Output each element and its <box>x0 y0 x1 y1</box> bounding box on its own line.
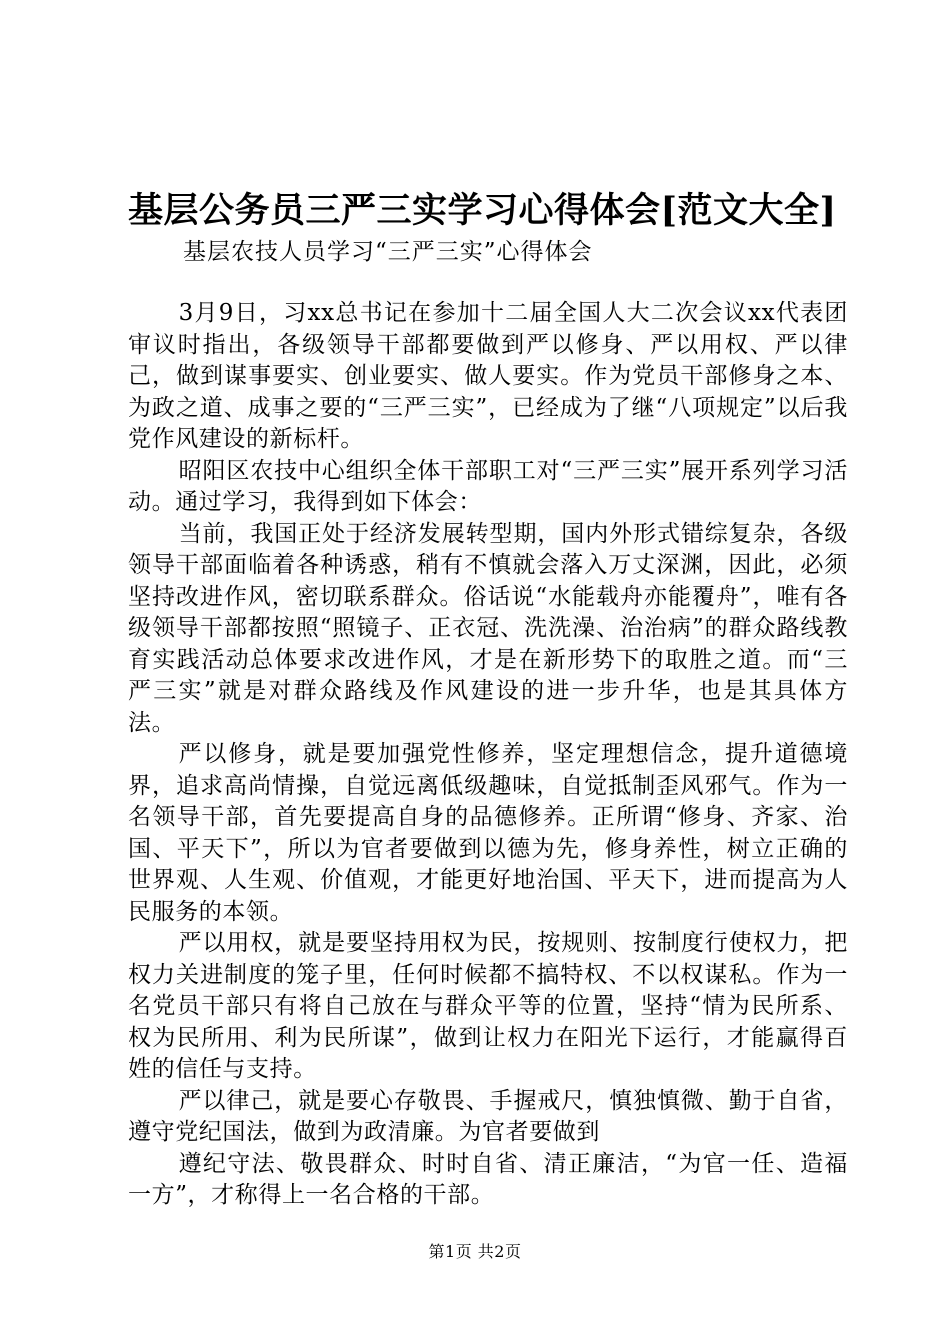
paragraph-7: 遵纪守法、敬畏群众、时时自省、清正廉洁，“为官一任、造福一方”，才称得上一名合格的干部。 <box>128 1150 848 1208</box>
paragraph-6: 严以律己，就是要心存敬畏、手握戒尺，慎独慎微、勤于自省，遵守党纪国法，做到为政清廉。为官者要做到 <box>128 1087 848 1145</box>
document-body <box>128 298 848 1212</box>
paragraph-1: 3月9日，习xx总书记在参加十二届全国人大二次会议xx代表团审议时指出，各级领导干部都要做到严以修身、严以用权、严以律己，做到谋事要实、创业要实、做人要实。作为党员干部修身之本、为政之道、成事之要的“三严三实”，已经成为了继“八项规定”以后我党作风建设的新标杆。 <box>128 300 848 452</box>
page-footer: 第1页 共2页 <box>428 1242 522 1261</box>
paragraph-2: 昭阳区农技中心组织全体干部职工对“三严三实”展开系列学习活动。通过学习，我得到如下体会： <box>128 457 848 515</box>
paragraph-3: 当前，我国正处于经济发展转型期，国内外形式错综复杂，各级领导干部面临着各种诱惑，稍有不慎就会落入万丈深渊，因此，必须坚持改进作风，密切联系群众。俗话说“水能载舟亦能覆舟”，唯有各级领导干部都按照“照镜子、正衣冠、洗洗澡、治治病”的群众路线教育实践活动总体要求改进作风，才是在新形势下的取胜之道。而“三严三实”就是对群众路线及作风建设的进一步升华，也是其具体方法。 <box>128 520 848 736</box>
paragraph-5: 严以用权，就是要坚持用权为民，按规则、按制度行使权力，把权力关进制度的笼子里，任何时候都不搞特权、不以权谋私。作为一名党员干部只有将自己放在与群众平等的位置，坚持“情为民所系、权为民所用、利为民所谋”，做到让权力在阳光下运行，才能赢得百姓的信任与支持。 <box>128 930 848 1082</box>
document-title: 基层公务员三严三实学习心得体会[范文大全] <box>128 190 837 231</box>
paragraph-4: 严以修身，就是要加强党性修养，坚定理想信念，提升道德境界，追求高尚情操，自觉远离低级趣味，自觉抵制歪风邪气。作为一名领导干部，首先要提高自身的品德修养。正所谓“修身、齐家、治国、平天下”，所以为官者要做到以德为先，修身养性，树立正确的世界观、人生观、价值观，才能更好地治国、平天下，进而提高为人民服务的本领。 <box>128 741 848 925</box>
document-subtitle: 基层农技人员学习“三严三实”心得体会 <box>183 239 593 265</box>
